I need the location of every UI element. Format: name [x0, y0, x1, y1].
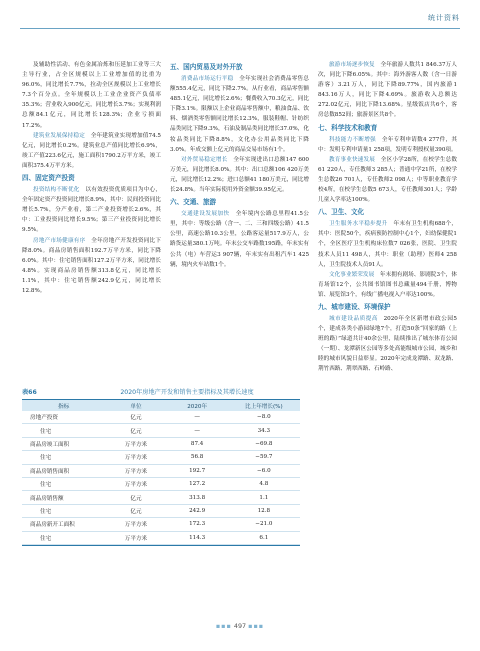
table-row [22, 477, 300, 490]
table-row [22, 437, 300, 450]
row-growth: 1.1 [228, 491, 300, 504]
paragraph [170, 209, 309, 270]
row-value: 242.9 [167, 504, 228, 517]
row-indicator: 住宅 [22, 531, 105, 544]
section-heading: 八、卫生、文化 [318, 208, 365, 217]
row-indicator: 商品房竣工面积 [22, 437, 105, 450]
paragraph-lead: 消费品市场运行平稳 [181, 76, 234, 82]
row-unit: 万平方米 [105, 531, 166, 544]
paragraph-text: 全年房地产开发投资同比下降8.0%。商品房销售面积192.7万平方米，同比下降6.0%。其中：住宅销售面积127.2万平方米，同比增长4.8%。实现商品房销售额313.8亿元，同比增长1.1%，其中：住宅销售额242.9亿元，同比增长12.8%。 [22, 237, 161, 294]
row-growth: 12.8 [228, 504, 300, 517]
paragraph [22, 131, 161, 171]
row-indicator: 住宅 [22, 424, 105, 437]
paragraph-lead: 教育事业快速发展 [329, 156, 376, 163]
row-unit: 万平方米 [105, 464, 166, 477]
table-row [22, 491, 300, 504]
row-growth: −21.0 [228, 518, 300, 531]
paragraph-lead: 对外贸易稳定增长 [181, 156, 228, 163]
paragraph-lead: 投资结构不断优化 [33, 187, 80, 194]
section-heading: 六、交通、旅游 [170, 198, 217, 207]
paragraph-text: 年末拥有剧场、影剧院3个，体育场馆12个，公共图书馆图书总藏量494千册，博物馆、展览馆3个，有线广播电视入户率达100%。 [318, 271, 457, 298]
real-estate-table [22, 400, 300, 545]
footer-dots-right: ▪▪▪ [248, 622, 265, 630]
row-unit: 亿元 [105, 491, 166, 504]
paragraph [318, 60, 457, 121]
table-row [22, 451, 300, 464]
paragraph [22, 236, 161, 297]
row-value: 87.4 [167, 437, 228, 450]
paragraph [318, 155, 457, 205]
paragraph-lead: 科技能力不断增强 [329, 136, 377, 143]
row-unit: 万平方米 [105, 437, 166, 450]
paragraph [170, 74, 309, 155]
footer-dots-left: ▪▪▪ [215, 622, 232, 630]
row-growth: 4.8 [228, 477, 300, 490]
header-rule [20, 28, 460, 29]
paragraph [318, 219, 457, 269]
row-value: 56.8 [167, 451, 228, 464]
row-indicator: 房地产投资 [22, 411, 105, 424]
paragraph-lead: 房地产市场健康有序 [33, 237, 86, 244]
table-row [22, 424, 300, 437]
section-heading: 五、国内贸易及对外开放 [170, 63, 243, 71]
paragraph-lead: 旅游市场逐步恢复 [329, 62, 375, 68]
paragraph-text: 全年境内公路总里程41.5公里，其中：等级公路（含一、二、三和四级公路）41.5公里，高速公路10.3公里，公路客运量517.9万人，公路货运量380.1万吨。年末公交车路数195路，年末实有公共（电）车营运3 907辆，年末实有出租汽车1 425辆，境内火车站数1个。 [170, 211, 309, 268]
paragraph-text: 全年专利申请数4 277件，其中：发明专利申请量1 258项，发明专利授权量390项。 [318, 136, 457, 153]
paragraph-text: 全区小学28所，在校学生总数61 220人，专任教师3 285人；普通中学21所，在校学生总数26 701人，专任教师2 098人；中等职业教育学校4所，在校学生总数5 673人，专任教师301人；学龄儿童入学率达100%。 [318, 156, 457, 204]
row-unit: 万平方米 [105, 477, 166, 490]
paragraph [318, 270, 457, 300]
table-row [22, 531, 300, 544]
row-indicator: 商品房新开工面积 [22, 518, 105, 531]
row-indicator: 住宅 [22, 504, 105, 517]
row-growth: 6.1 [228, 531, 300, 544]
section-heading: 七、科学技术和教育 [318, 123, 378, 132]
paragraph [22, 185, 161, 235]
table-title: 2020年房地产开发和销售主要指标及其增长速度 [120, 389, 254, 396]
paragraph [318, 135, 457, 155]
row-growth: −6.0 [228, 464, 300, 477]
column-3 [318, 60, 457, 580]
row-value: 313.8 [167, 491, 228, 504]
row-growth: −8.0 [228, 411, 300, 424]
row-growth: −69.8 [228, 437, 300, 450]
row-value: — [167, 424, 228, 437]
row-unit: 万平方米 [105, 518, 166, 531]
paragraph-text: 及辅助性活动、有色金属冶炼和压延加工业等三大主导行业，占全区规模以上工业增加值的比重为96.0%，同比增长7.7%，拉动全区规模以上工业增长7.3个百分点。全年规模以上工业企业资产负债率35.3%；营业收入900亿元，同比增长3.7%；实现利润总额84.1亿元，同比增长128.3%；企业亏损面17.2%。 [22, 62, 161, 129]
paragraph-lead: 交通建设发展加快 [181, 211, 230, 218]
row-unit: 亿元 [105, 411, 166, 424]
table-number: 表66 [22, 389, 37, 396]
paragraph [22, 60, 161, 131]
row-value: 114.3 [167, 531, 228, 544]
table-row [22, 504, 300, 517]
table-row [22, 411, 300, 424]
paragraph-lead: 文化事业繁荣发展 [329, 271, 375, 278]
paragraph [170, 155, 309, 195]
row-growth: 34.3 [228, 424, 300, 437]
row-unit: 万平方米 [105, 451, 166, 464]
row-indicator: 住宅 [22, 477, 105, 490]
row-value: 172.3 [167, 518, 228, 531]
paragraph-text: 全年实现社会消费品零售总额555.4亿元，同比下降2.7%。从行业看，商品零售额485.1亿元，同比增长2.6%；餐费收入70.3亿元，同比下降3.1%。限额以上企业商品零售额中，粮油食品、饮料、烟酒类零售额同比增长12.3%，服装鞋帽、针纺织品类同比下降9.3%，石油及制品类同比增长37.0%，化妆品类同比下降8.8%，文化办公用品类同比下降3.0%。年成交额上亿元的商品交易市场有1个。 [170, 76, 309, 153]
header-indicator: 指标 [22, 400, 105, 411]
table-caption [22, 387, 300, 400]
section-heading: 九、城市建设、环境保护 [318, 302, 391, 311]
paragraph-text: 全年建筑业实现增加值74.5亿元，同比增长0.2%。建筑业总产值同比增长6.9%，竣工产值223.6亿元，施工面积1790.2万平方米，竣工面积375.4万平方米。 [22, 132, 161, 169]
header-growth: 比上年增长(%) [228, 400, 300, 411]
row-indicator: 商品房销售额 [22, 491, 105, 504]
running-header: 统计资料 [428, 14, 460, 22]
paragraph-text: 2020年全区新增市政公园5个，建成各类小游园绿地7个，打造50条“回家的路（上班的路）”绿道共计40余公里，陆续推出了城东体育公园（一期）、龙潭新区公园等多处高能级城市公园，城乡和睦的城市风貌日益彰显。2020年完成龙潭路、双龙路、荆竹西路、荆翠西路、石岭路、 [318, 315, 457, 373]
row-unit: 亿元 [105, 424, 166, 437]
table-66 [22, 387, 300, 546]
table-row [22, 518, 300, 531]
paragraph [318, 314, 457, 375]
paragraph-lead: 卫生服务水平稳步提升 [329, 221, 388, 228]
row-value: 127.2 [167, 477, 228, 490]
page-number: 497 [233, 622, 247, 630]
section-heading: 四、固定资产投资 [22, 174, 75, 183]
row-indicator: 住宅 [22, 451, 105, 464]
paragraph-text: 全年实现进出口总额147 600万美元，同比增长8.0%。其中：出口总额106 420万美元，同比增长12.2%；进口总额41 180万美元，同比增长24.8%。当年实际使用外资金额39.95亿元。 [170, 156, 309, 194]
paragraph-text: 全年旅游人数共1 846.37万人次，同比下降6.05%。其中：海外游客人数（含一日游游客）3.21万人，同比下降89.77%，国内旅游1 843.16万人，同比下降4.69%。旅游收入总额达272.02亿元，同比下降13.68%。星级饭店共6个，客房总数852间；旅游景区共8个。 [318, 62, 457, 119]
page-footer [0, 622, 480, 630]
header-unit: 单位 [105, 400, 166, 411]
paragraph-lead: 建筑业发展保持稳定 [33, 132, 85, 139]
paragraph-text: 以有效投资优质项目为中心，全年固定资产投资同比增长8.9%，其中：民间投资同比增长5.7%，分产业看，第二产业投资增长2.6%，其中：工业投资同比增长9.5%；第三产业投资同比增长9.5%。 [22, 187, 161, 234]
header-value: 2020年 [167, 400, 228, 411]
paragraph-text: 年末有卫生机构688个，其中：医院50个，疾病预防控制中心1个，妇幼保健院1个，全区医疗卫生机构床位数7 026张，医院、卫生院技术人员11 498人，其中：职业（助理）医师4 258人，卫生院技术人员91人。 [318, 221, 457, 268]
row-growth: −59.7 [228, 451, 300, 464]
row-value: 192.7 [167, 464, 228, 477]
paragraph-lead: 城市建设品质提高 [329, 315, 378, 322]
table-row [22, 464, 300, 477]
table-bottom-rule [22, 545, 300, 546]
row-indicator: 商品房销售面积 [22, 464, 105, 477]
row-unit: 亿元 [105, 504, 166, 517]
row-value: — [167, 411, 228, 424]
table-header-row [22, 400, 300, 411]
